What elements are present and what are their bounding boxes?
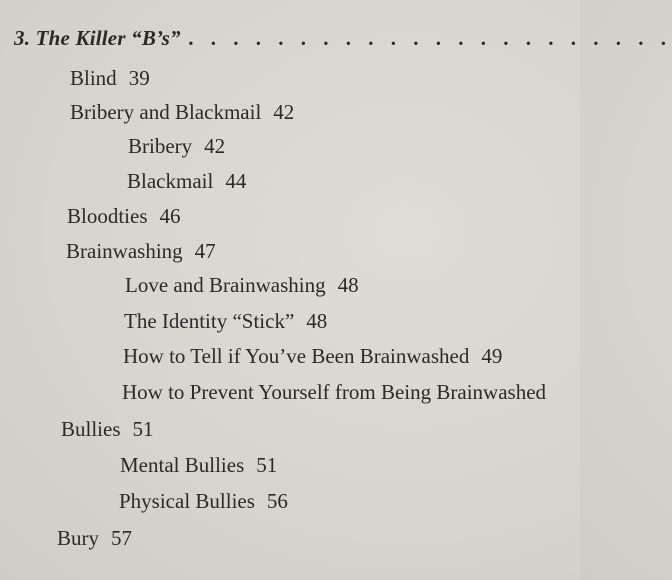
entry-page: 49 <box>481 344 503 368</box>
entry-page: 39 <box>128 66 150 90</box>
entry-page: 44 <box>225 169 247 193</box>
entry-label: How to Prevent Yourself from Being Brainwashed <box>122 380 547 404</box>
toc-entry-bullies <box>61 417 154 442</box>
toc-entry-bribery-and-blackmail <box>70 100 294 125</box>
chapter-title: The Killer “B’s” <box>35 26 181 50</box>
entry-label: Blackmail <box>127 169 214 193</box>
toc-entry-blind <box>70 66 150 91</box>
entry-label: Bury <box>57 526 99 550</box>
toc-subentry-love-and-brainwashing <box>125 273 359 298</box>
chapter-leader-dots: . . . . . . . . . . . . . . . . . . . . . . <box>188 26 672 50</box>
entry-page: 51 <box>132 417 154 441</box>
toc-entry-brainwashing <box>66 239 216 264</box>
entry-label: Bribery <box>128 134 193 158</box>
toc-subentry-how-to-tell <box>123 344 502 369</box>
toc-subentry-bribery <box>128 134 225 159</box>
entry-page: 51 <box>256 453 278 477</box>
entry-label: Brainwashing <box>66 239 183 263</box>
toc-entry-bury <box>57 526 132 551</box>
entry-label: Love and Brainwashing <box>125 273 326 297</box>
entry-label: Bloodties <box>67 204 148 228</box>
entry-label: The Identity “Stick” <box>124 309 295 333</box>
entry-label: Bribery and Blackmail <box>70 100 262 124</box>
entry-page: 48 <box>306 309 328 333</box>
chapter-number: 3. <box>14 26 31 50</box>
toc-subentry-how-to-prevent <box>122 380 546 405</box>
entry-label: Blind <box>70 66 117 90</box>
entry-label: Bullies <box>61 417 121 441</box>
entry-page: 57 <box>111 526 132 550</box>
chapter-heading <box>14 26 672 51</box>
toc-subentry-blackmail <box>127 169 246 194</box>
entry-label: How to Tell if You’ve Been Brainwashed <box>123 344 470 368</box>
entry-page: 56 <box>266 489 288 513</box>
entry-page: 42 <box>204 134 226 158</box>
entry-label: Physical Bullies <box>119 489 255 513</box>
toc-entry-bloodties <box>67 204 181 229</box>
entry-page: 46 <box>159 204 181 228</box>
entry-page: 47 <box>194 239 216 263</box>
toc-subentry-identity-stick <box>124 309 327 334</box>
toc-subentry-mental-bullies <box>120 453 277 478</box>
entry-label: Mental Bullies <box>120 453 245 477</box>
entry-page: 42 <box>273 100 295 124</box>
entry-page: 48 <box>337 273 359 297</box>
toc-subentry-physical-bullies <box>119 489 288 514</box>
